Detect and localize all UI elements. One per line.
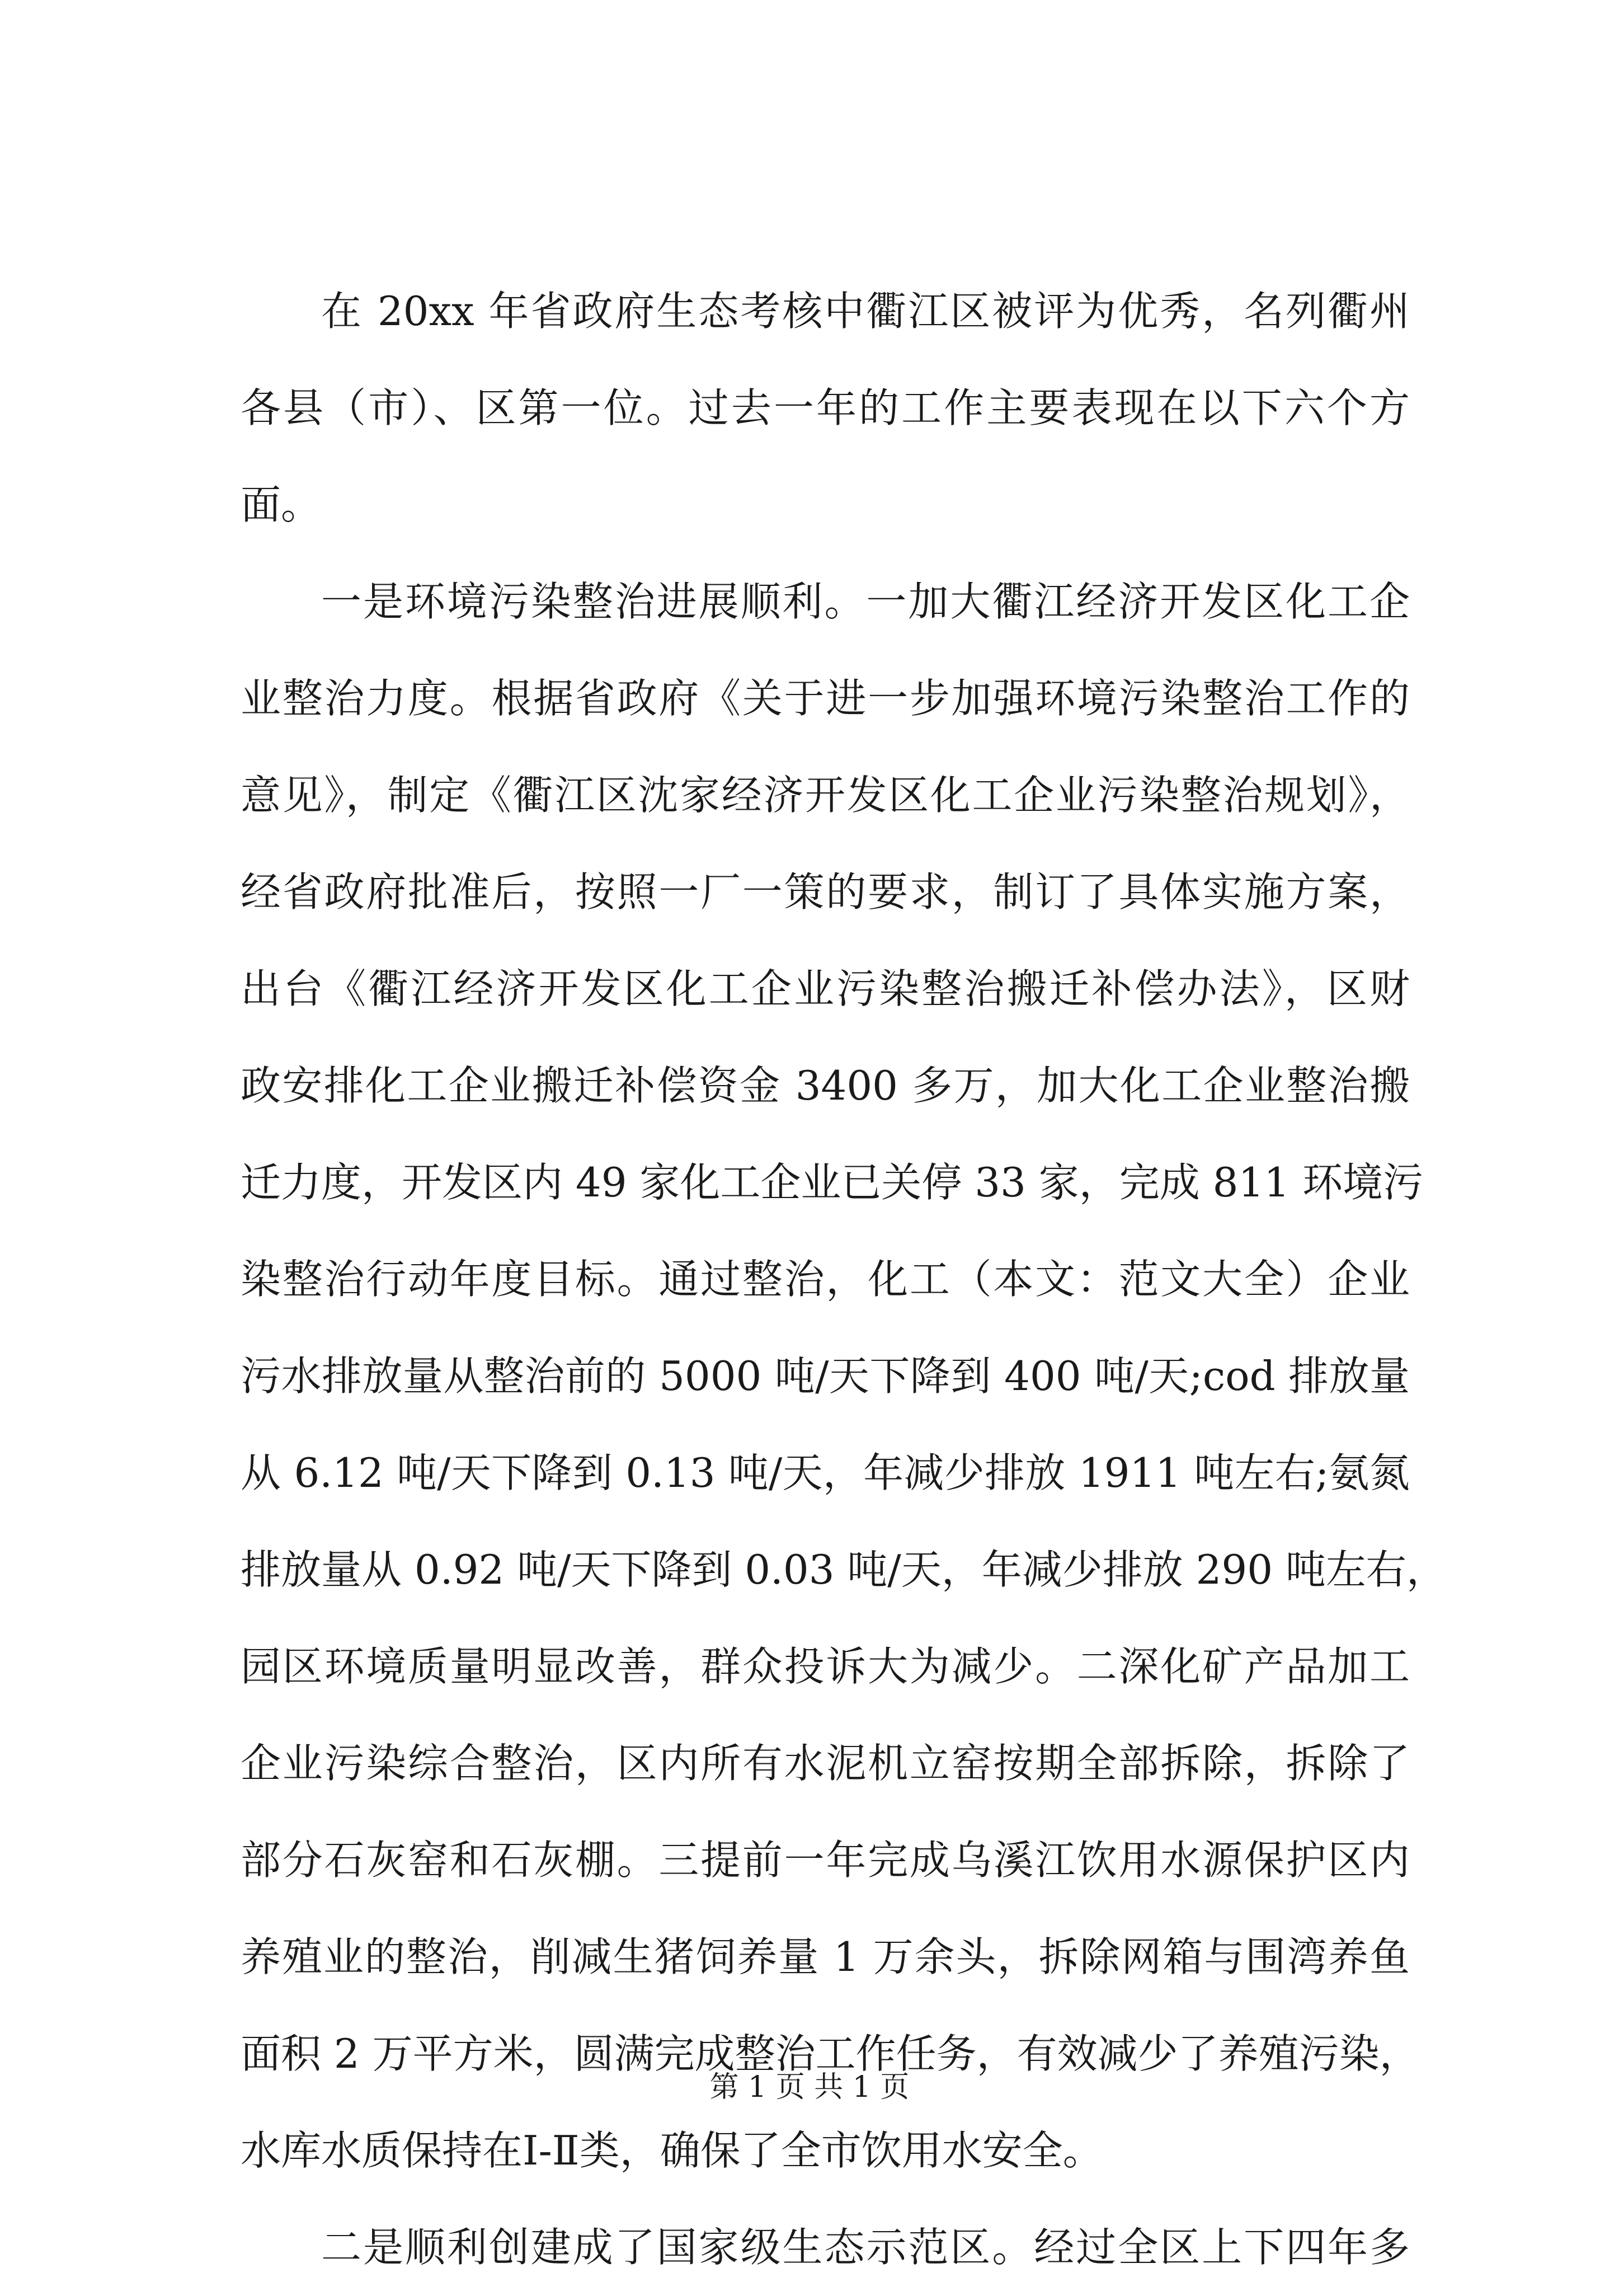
text-line: 面。 <box>241 481 322 528</box>
text-line: 面积 2 万平方米，圆满完成整治工作任务，有效减少了养殖污染， <box>241 2030 1420 2077</box>
text-line: 污水排放量从整治前的 5000 吨/天下降到 400 吨/天;cod 排放量 <box>241 1353 1410 1400</box>
body-text <box>241 263 1447 2296</box>
text-line: 园区环境质量明显改善，群众投诉大为减少。二深化矿产品加工 <box>241 1643 1410 1690</box>
text-line: 政安排化工企业搬迁补偿资金 3400 多万，加大化工企业整治搬 <box>241 1062 1410 1109</box>
text-line: 染整治行动年度目标。通过整治，化工（本文：范文大全）企业 <box>241 1256 1410 1303</box>
text-line: 从 6.12 吨/天下降到 0.13 吨/天，年减少排放 1911 吨左右;氨氮 <box>241 1449 1410 1496</box>
text-line: 部分石灰窑和石灰棚。三提前一年完成乌溪江饮用水源保护区内 <box>241 1837 1410 1884</box>
text-line: 各县（市）、区第一位。过去一年的工作主要表现在以下六个方 <box>241 384 1410 431</box>
text-line: 在 20xx 年省政府生态考核中衢江区被评为优秀，名列衢州 <box>321 288 1410 335</box>
text-line: 经省政府批准后，按照一厂一策的要求，制订了具体实施方案， <box>241 868 1410 915</box>
text-line: 二是顺利创建成了国家级生态示范区。经过全区上下四年多 <box>321 2224 1410 2271</box>
page-footer: 第 1 页 共 1 页 <box>709 2070 910 2104</box>
text-line: 迁力度，开发区内 49 家化工企业已关停 33 家，完成 811 环境污 <box>241 1159 1423 1206</box>
text-line: 企业污染综合整治，区内所有水泥机立窑按期全部拆除，拆除了 <box>241 1740 1410 1787</box>
text-line: 意见》，制定《衢江区沈家经济开发区化工企业污染整治规划》， <box>241 772 1410 819</box>
text-line: 业整治力度。根据省政府《关于进一步加强环境污染整治工作的 <box>241 675 1410 722</box>
text-line: 出台《衢江经济开发区化工企业污染整治搬迁补偿办法》，区财 <box>241 965 1410 1012</box>
text-line: 养殖业的整治，削减生猪饲养量 1 万余头，拆除网箱与围湾养鱼 <box>241 1933 1410 1980</box>
text-line: 水库水质保持在Ⅰ-Ⅱ类，确保了全市饮用水安全。 <box>241 2127 1103 2174</box>
text-line: 排放量从 0.92 吨/天下降到 0.03 吨/天，年减少排放 290 吨左右， <box>241 1546 1447 1593</box>
text-line: 一是环境污染整治进展顺利。一加大衢江经济开发区化工企 <box>321 578 1410 625</box>
